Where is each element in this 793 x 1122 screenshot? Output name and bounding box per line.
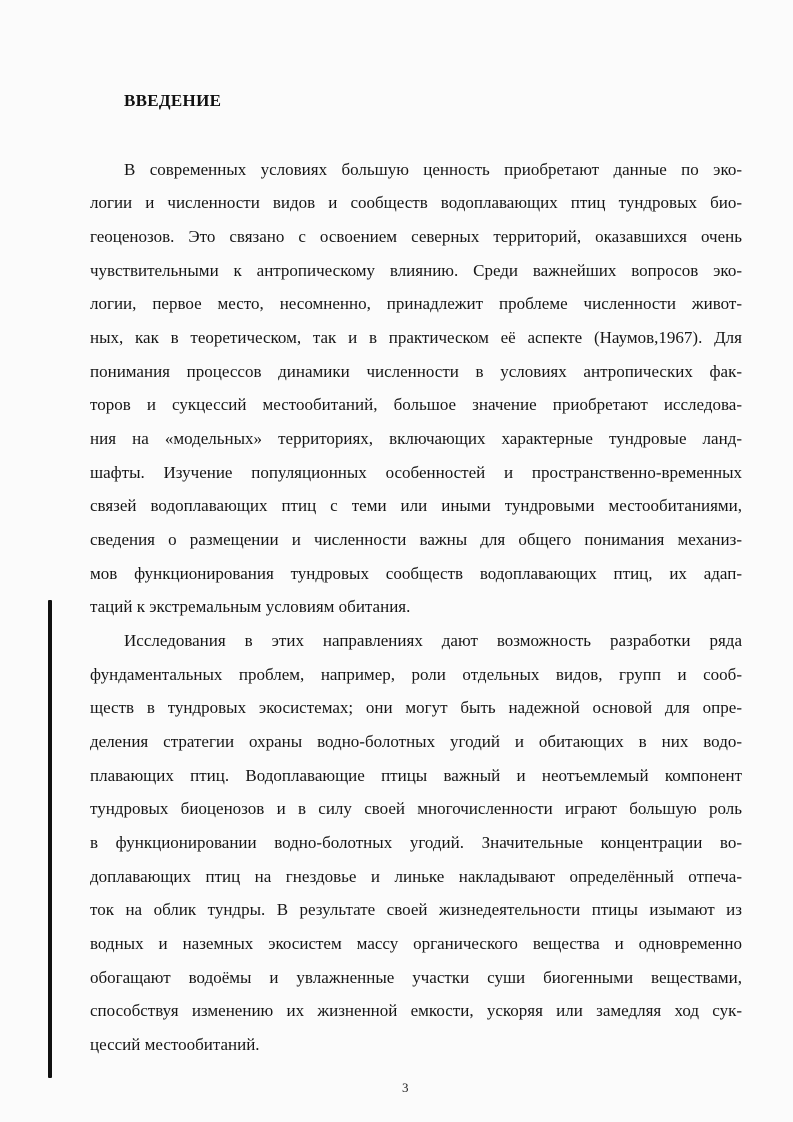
text-line: ток на облик тундры. В результате своей жизнедеятельности птицы изымают из bbox=[90, 900, 742, 919]
text-line: понимания процессов динамики численности в условиях антропических фак- bbox=[90, 362, 742, 381]
text-line: деления стратегии охраны водно-болотных угодий и обитающих в них водо- bbox=[90, 732, 742, 751]
text-line: чувствительными к антропическому влиянию. Среди важнейших вопросов эко- bbox=[90, 261, 742, 280]
text-line: обогащают водоёмы и увлажненные участки суши биогенными веществами, bbox=[90, 968, 742, 987]
text-line: способствуя изменению их жизненной емкости, ускоряя или замедляя ход сук- bbox=[90, 1001, 742, 1020]
text-line: ществ в тундровых экосистемах; они могут быть надежной основой для опре- bbox=[90, 698, 742, 717]
text-line: логии, первое место, несомненно, принадлежит проблеме численности живот- bbox=[90, 294, 742, 313]
scan-edge-mark bbox=[48, 600, 52, 1078]
text-line: торов и сукцессий местообитаний, большое значение приобретают исследова- bbox=[90, 395, 742, 414]
page-number: 3 bbox=[402, 1080, 409, 1095]
text-line: Исследования в этих направлениях дают возможность разработки ряда bbox=[124, 631, 742, 650]
text-line: ных, как в теоретическом, так и в практическом её аспекте (Наумов,1967). Для bbox=[90, 328, 742, 347]
text-line: связей водоплавающих птиц с теми или иными тундровыми местообитаниями, bbox=[90, 496, 742, 515]
text-line: В современных условиях большую ценность приобретают данные по эко- bbox=[124, 160, 742, 179]
text-line: шафты. Изучение популяционных особенностей и пространственно-временных bbox=[90, 463, 742, 482]
text-line: сведения о размещении и численности важны для общего понимания механиз- bbox=[90, 530, 742, 549]
text-line: доплавающих птиц на гнездовье и линьке накладывают определённый отпеча- bbox=[90, 867, 742, 886]
text-line: ния на «модельных» территориях, включающих характерные тундровые ланд- bbox=[90, 429, 742, 448]
text-line: плавающих птиц. Водоплавающие птицы важный и неотъемлемый компонент bbox=[90, 766, 742, 785]
page-title: ВВЕДЕНИЕ bbox=[124, 91, 222, 110]
text-line: водных и наземных экосистем массу органического вещества и одновременно bbox=[90, 934, 742, 953]
text-line: фундаментальных проблем, например, роли отдельных видов, групп и сооб- bbox=[90, 665, 742, 684]
text-line: цессий местообитаний. bbox=[90, 1035, 260, 1054]
text-line: тундровых биоценозов и в силу своей многочисленности играют большую роль bbox=[90, 799, 742, 818]
text-line: геоценозов. Это связано с освоением северных территорий, оказавшихся очень bbox=[90, 227, 742, 246]
text-line: логии и численности видов и сообществ водоплавающих птиц тундровых био- bbox=[90, 193, 742, 212]
text-line: мов функционирования тундровых сообществ водоплавающих птиц, их адап- bbox=[90, 564, 742, 583]
text-line: в функционировании водно-болотных угодий. Значительные концентрации во- bbox=[90, 833, 742, 852]
text-line: таций к экстремальным условиям обитания. bbox=[90, 597, 411, 616]
